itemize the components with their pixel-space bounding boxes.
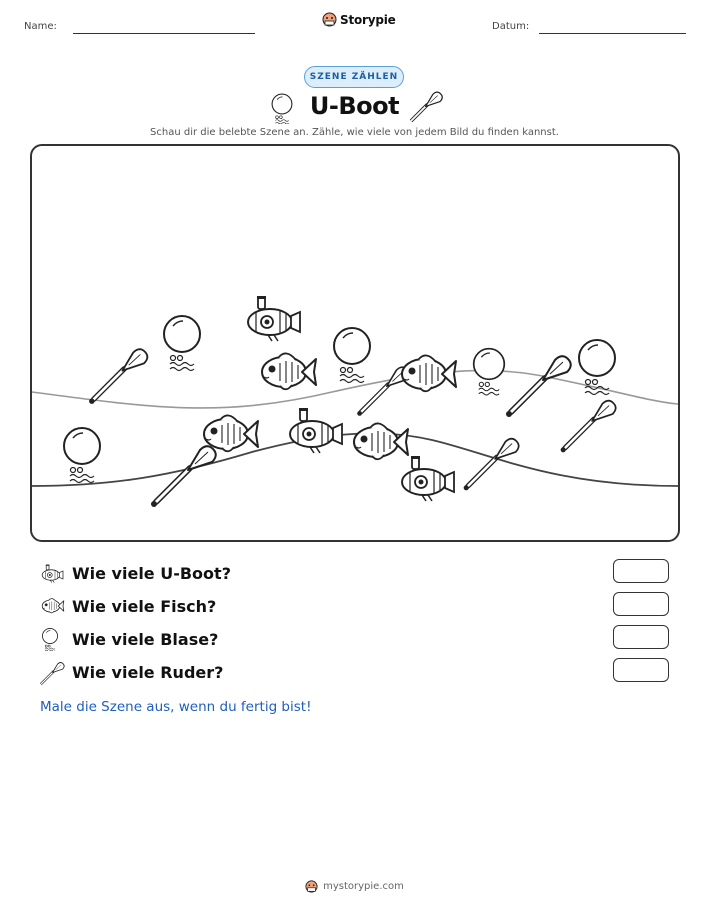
submarine-icon xyxy=(248,296,300,341)
bubble-icon xyxy=(334,328,370,383)
question-text: Wie viele Blase? xyxy=(72,629,219,649)
fish-icon xyxy=(262,353,316,389)
fish-icon xyxy=(402,355,456,391)
submarine-icon xyxy=(290,408,342,453)
bubble-icon xyxy=(474,349,505,395)
bubble-icon xyxy=(579,340,615,395)
brand-logo xyxy=(322,12,396,27)
oar-icon xyxy=(40,659,66,685)
brand-name: Storypie xyxy=(340,12,396,27)
bubble-icon xyxy=(164,316,200,371)
oar-icon xyxy=(410,88,448,122)
submarine-icon xyxy=(40,561,66,585)
bubble-icon xyxy=(64,428,100,483)
storypie-mascot-icon xyxy=(305,880,318,893)
name-label: Name: xyxy=(24,21,57,32)
question-submarine xyxy=(40,560,231,586)
page-title: U-Boot xyxy=(309,92,400,120)
oar-icon xyxy=(89,349,147,404)
answer-box-bubble[interactable] xyxy=(613,625,669,649)
fish-icon xyxy=(40,594,66,618)
answer-box-oar[interactable] xyxy=(613,658,669,682)
oar-icon xyxy=(506,356,571,417)
fish-icon xyxy=(354,423,408,459)
footer xyxy=(0,880,709,893)
fish-icon xyxy=(204,415,258,451)
submarine-icon xyxy=(402,456,454,501)
instructions: Schau dir die belebte Szene an. Zähle, wie viele von jedem Bild du finden kannst. xyxy=(150,127,559,138)
question-text: Wie viele Fisch? xyxy=(72,596,217,616)
bubble-icon xyxy=(40,627,66,651)
oar-icon xyxy=(151,446,216,507)
name-field[interactable] xyxy=(73,33,255,34)
question-text: Wie viele Ruder? xyxy=(72,662,224,682)
activity-badge: SZENE ZÄHLEN xyxy=(304,66,404,88)
coloring-instruction: Male die Szene aus, wenn du fertig bist! xyxy=(40,699,312,715)
date-label: Datum: xyxy=(492,21,530,32)
counting-scene xyxy=(30,144,680,542)
oar-icon xyxy=(464,439,519,491)
answer-box-submarine[interactable] xyxy=(613,559,669,583)
question-text: Wie viele U-Boot? xyxy=(72,563,231,583)
oar-icon xyxy=(561,401,616,453)
footer-url[interactable]: mystorypie.com xyxy=(323,881,404,892)
answer-box-fish[interactable] xyxy=(613,592,669,616)
question-bubble xyxy=(40,626,218,652)
question-oar xyxy=(40,659,223,685)
wave-line xyxy=(32,371,678,408)
storypie-mascot-icon xyxy=(322,12,337,27)
question-fish xyxy=(40,593,216,619)
date-field[interactable] xyxy=(539,33,686,34)
